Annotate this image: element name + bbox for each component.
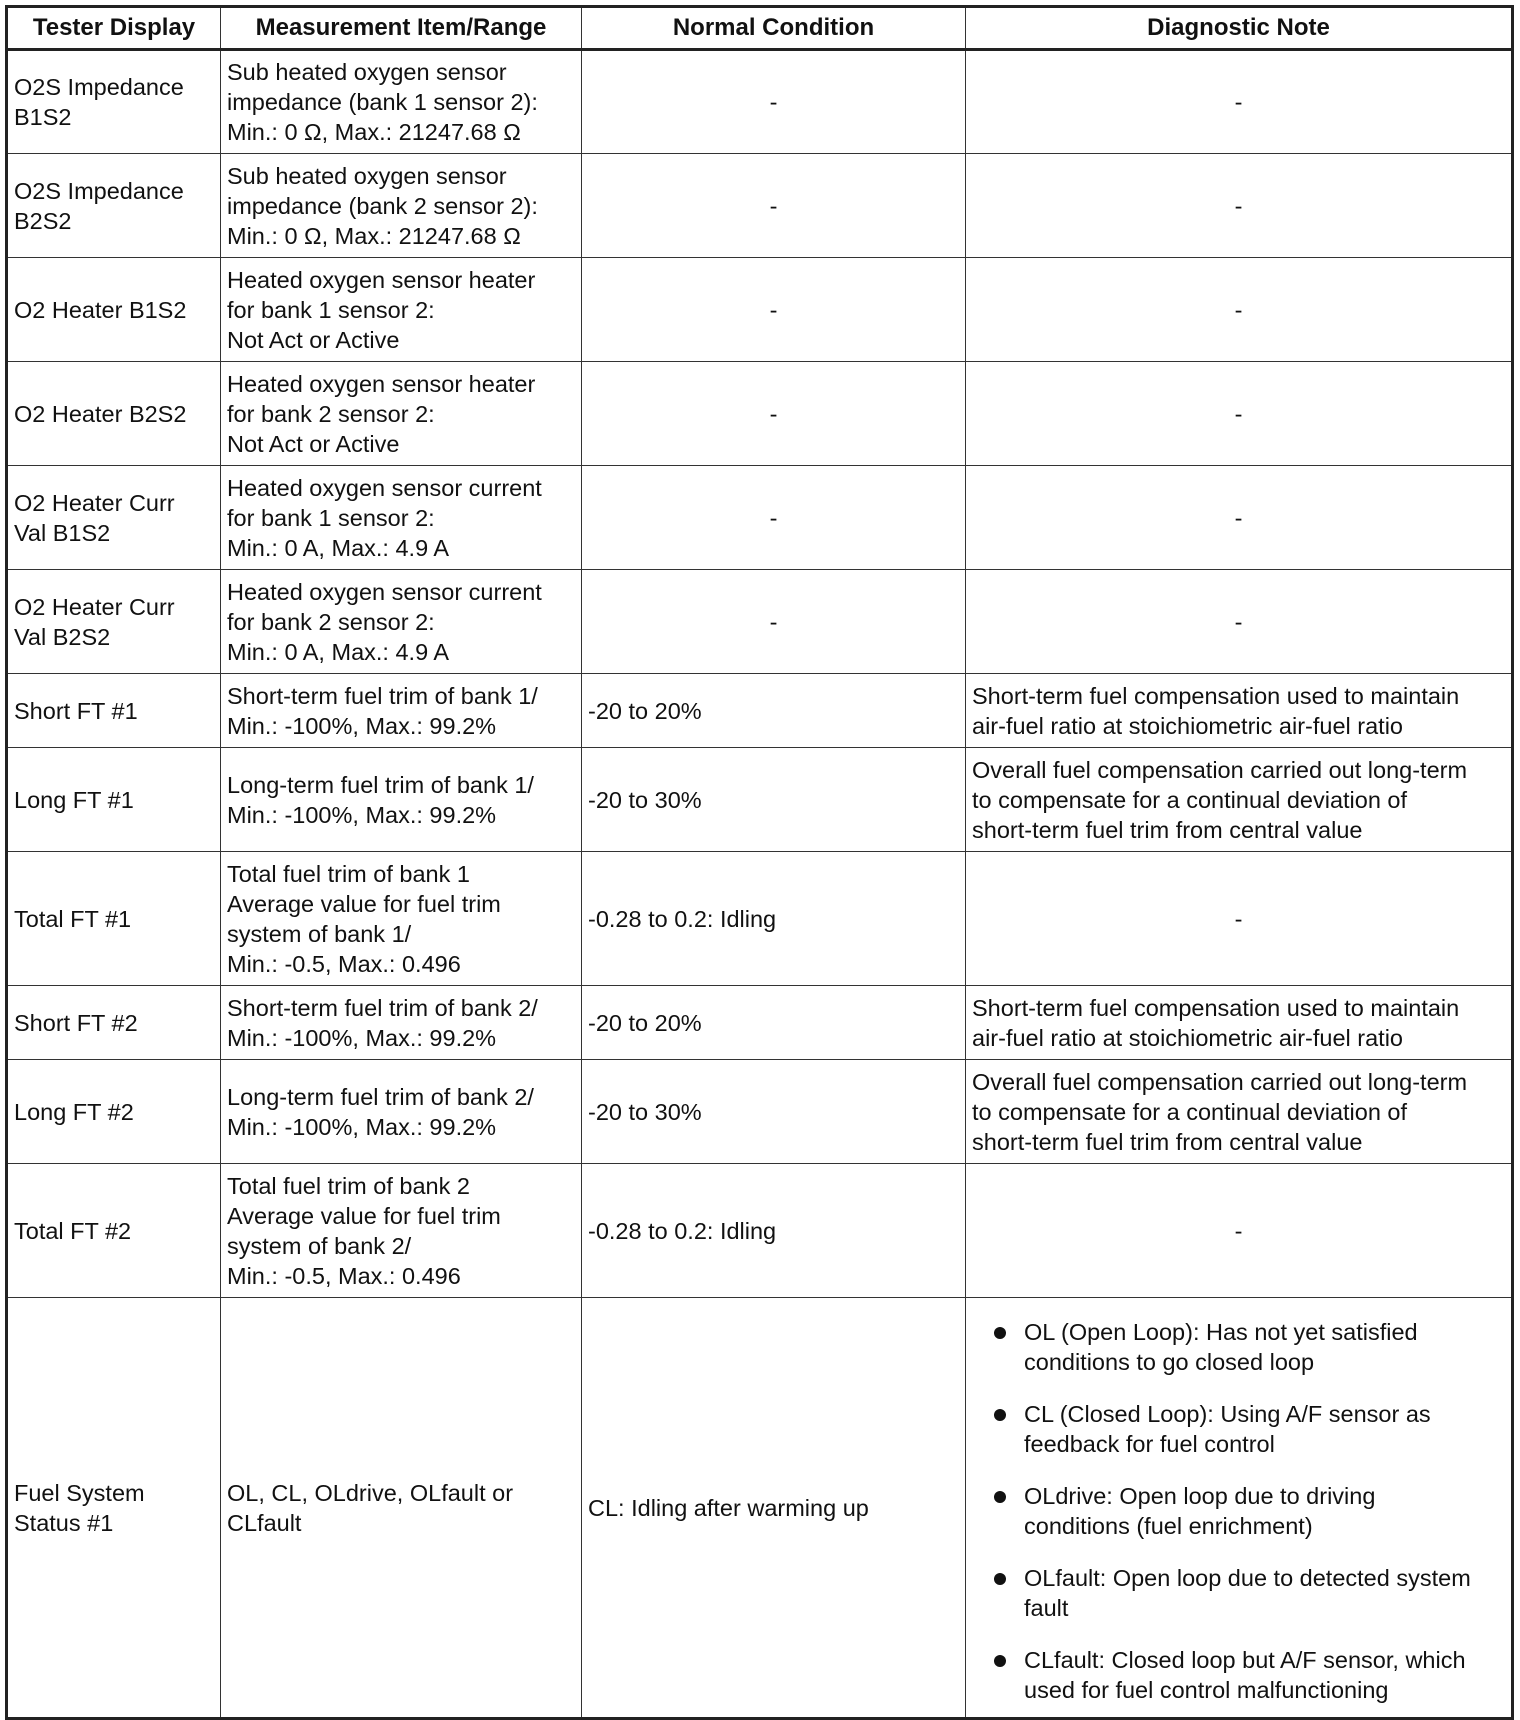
bullet-line: conditions (fuel enrichment) <box>1024 1512 1313 1539</box>
cell-measurement-item <box>221 154 582 258</box>
cell-normal-condition: -20 to 30% <box>582 1060 966 1164</box>
table-row <box>7 1298 1513 1719</box>
table-row <box>7 674 1513 748</box>
table-row <box>7 852 1513 986</box>
cell-line: - <box>1234 1217 1243 1244</box>
table-row <box>7 570 1513 674</box>
cell-normal-condition: -0.28 to 0.2: Idling <box>582 1164 966 1298</box>
cell-line: - <box>1234 504 1243 531</box>
cell-line: Min.: 0 Ω, Max.: 21247.68 Ω <box>227 119 521 145</box>
cell-line: Val B2S2 <box>14 623 111 650</box>
cell-line: Short FT #1 <box>14 697 138 724</box>
cell-line: Short-term fuel compensation used to maintain <box>972 994 1460 1021</box>
cell-measurement-item <box>221 852 582 986</box>
cell-line: Val B1S2 <box>14 519 111 546</box>
table-row <box>7 362 1513 466</box>
cell-line: impedance (bank 2 sensor 2): <box>227 192 538 219</box>
bullet-item <box>978 1317 1505 1377</box>
cell-tester-display <box>7 362 221 466</box>
cell-line: O2S Impedance <box>14 74 184 100</box>
cell-tester-display <box>7 1164 221 1298</box>
cell-line: Heated oxygen sensor current <box>227 578 542 605</box>
bullet-item <box>978 1481 1505 1541</box>
cell-diagnostic-note <box>966 258 1513 362</box>
cell-line: Short FT #2 <box>14 1009 138 1036</box>
bullet-line: CLfault: Closed loop but A/F sensor, which <box>1024 1646 1466 1673</box>
cell-line: system of bank 1/ <box>227 920 412 947</box>
bullet-line: conditions to go closed loop <box>1024 1348 1315 1375</box>
cell-tester-display <box>7 258 221 362</box>
bullet-line: OL (Open Loop): Has not yet satisfied <box>1024 1318 1418 1345</box>
cell-measurement-item <box>221 1298 582 1719</box>
header-row <box>7 7 1513 50</box>
cell-line: for bank 1 sensor 2: <box>227 504 435 531</box>
cell-line: - <box>1234 296 1243 323</box>
table-row <box>7 258 1513 362</box>
cell-line: air-fuel ratio at stoichiometric air-fuel ratio <box>972 712 1403 739</box>
cell-diagnostic-note <box>966 466 1513 570</box>
cell-line: Min.: -100%, Max.: 99.2% <box>227 1024 497 1051</box>
table-row <box>7 748 1513 852</box>
cell-line: Not Act or Active <box>227 430 400 457</box>
cell-line: for bank 2 sensor 2: <box>227 400 435 427</box>
cell-normal-condition: - <box>582 570 966 674</box>
cell-line: Heated oxygen sensor current <box>227 474 542 501</box>
cell-measurement-item <box>221 570 582 674</box>
cell-diagnostic-note <box>966 852 1513 986</box>
cell-line: short-term fuel trim from central value <box>972 1128 1363 1155</box>
cell-line: O2 Heater B2S2 <box>14 400 187 427</box>
cell-line: Min.: -100%, Max.: 99.2% <box>227 801 497 828</box>
cell-measurement-item <box>221 1060 582 1164</box>
cell-line: short-term fuel trim from central value <box>972 816 1363 843</box>
cell-line: O2 Heater Curr <box>14 593 175 620</box>
bullet-line: CL (Closed Loop): Using A/F sensor as <box>1024 1400 1431 1427</box>
cell-line: Average value for fuel trim <box>227 890 501 917</box>
header-measurement-item: Measurement Item/Range <box>221 7 582 50</box>
cell-line: Min.: -0.5, Max.: 0.496 <box>227 1262 461 1289</box>
cell-line: - <box>1234 192 1243 219</box>
cell-line: Total FT #1 <box>14 905 132 932</box>
cell-measurement-item <box>221 986 582 1060</box>
cell-line: Min.: 0 A, Max.: 4.9 A <box>227 534 450 561</box>
cell-line: - <box>1234 608 1243 635</box>
cell-diagnostic-note <box>966 748 1513 852</box>
bullet-item <box>978 1563 1505 1623</box>
cell-line: Short-term fuel trim of bank 1/ <box>227 682 538 709</box>
cell-normal-condition: - <box>582 466 966 570</box>
bullet-line: fault <box>1024 1594 1069 1621</box>
cell-measurement-item <box>221 50 582 154</box>
cell-line: Min.: -0.5, Max.: 0.496 <box>227 950 461 977</box>
cell-line: Long FT #1 <box>14 786 134 813</box>
cell-line: OL, CL, OLdrive, OLfault or <box>227 1479 514 1506</box>
cell-line: - <box>1234 89 1243 115</box>
cell-normal-condition: -20 to 30% <box>582 748 966 852</box>
cell-line: impedance (bank 1 sensor 2): <box>227 89 538 115</box>
cell-line: system of bank 2/ <box>227 1232 412 1259</box>
cell-line: B1S2 <box>14 104 72 130</box>
cell-diagnostic-note <box>966 362 1513 466</box>
table-row <box>7 1060 1513 1164</box>
cell-line: Min.: 0 A, Max.: 4.9 A <box>227 638 450 665</box>
cell-line: O2S Impedance <box>14 177 184 204</box>
cell-diagnostic-note <box>966 154 1513 258</box>
bullet-line: OLdrive: Open loop due to driving <box>1024 1482 1376 1509</box>
cell-line: Min.: -100%, Max.: 99.2% <box>227 712 497 739</box>
cell-line: - <box>1234 400 1243 427</box>
cell-measurement-item <box>221 1164 582 1298</box>
cell-normal-condition: - <box>582 154 966 258</box>
cell-line: Fuel System <box>14 1479 145 1506</box>
table-row <box>7 466 1513 570</box>
cell-tester-display <box>7 466 221 570</box>
cell-line: Min.: 0 Ω, Max.: 21247.68 Ω <box>227 222 521 249</box>
cell-line: Not Act or Active <box>227 326 400 353</box>
cell-line: Heated oxygen sensor heater <box>227 370 536 397</box>
cell-line: CLfault <box>227 1509 302 1536</box>
table-header <box>7 7 1513 50</box>
cell-normal-condition: -0.28 to 0.2: Idling <box>582 852 966 986</box>
header-tester-display: Tester Display <box>7 7 221 50</box>
cell-line: Total fuel trim of bank 2 <box>227 1172 470 1199</box>
cell-line: Heated oxygen sensor heater <box>227 266 536 293</box>
table-body <box>7 50 1513 1719</box>
cell-normal-condition: - <box>582 362 966 466</box>
cell-tester-display <box>7 570 221 674</box>
cell-measurement-item <box>221 674 582 748</box>
cell-tester-display <box>7 748 221 852</box>
cell-normal-condition: - <box>582 50 966 154</box>
cell-normal-condition: - <box>582 258 966 362</box>
cell-line: Short-term fuel compensation used to maintain <box>972 682 1460 709</box>
cell-tester-display <box>7 674 221 748</box>
bullet-line: used for fuel control malfunctioning <box>1024 1676 1389 1703</box>
table-row <box>7 1164 1513 1298</box>
bullet-line: OLfault: Open loop due to detected system <box>1024 1564 1471 1591</box>
cell-line: - <box>1234 905 1243 932</box>
cell-line: Long-term fuel trim of bank 1/ <box>227 771 534 798</box>
cell-diagnostic-note <box>966 1298 1513 1719</box>
cell-diagnostic-note <box>966 1060 1513 1164</box>
cell-line: Overall fuel compensation carried out long-term <box>972 1068 1468 1095</box>
cell-tester-display <box>7 154 221 258</box>
cell-diagnostic-note <box>966 570 1513 674</box>
cell-line: air-fuel ratio at stoichiometric air-fuel ratio <box>972 1024 1403 1051</box>
cell-line: Total fuel trim of bank 1 <box>227 860 470 887</box>
cell-line: Long-term fuel trim of bank 2/ <box>227 1083 534 1110</box>
cell-line: O2 Heater B1S2 <box>14 296 187 323</box>
header-normal-condition: Normal Condition <box>582 7 966 50</box>
cell-diagnostic-note <box>966 674 1513 748</box>
cell-measurement-item <box>221 362 582 466</box>
cell-line: Long FT #2 <box>14 1098 134 1125</box>
cell-line: to compensate for a continual deviation of <box>972 786 1408 813</box>
data-list-table <box>5 5 1514 1720</box>
cell-line: to compensate for a continual deviation of <box>972 1098 1408 1125</box>
cell-diagnostic-note <box>966 1164 1513 1298</box>
table-row <box>7 986 1513 1060</box>
cell-line: Status #1 <box>14 1509 114 1536</box>
cell-normal-condition: -20 to 20% <box>582 674 966 748</box>
cell-tester-display <box>7 50 221 154</box>
cell-tester-display <box>7 1298 221 1719</box>
cell-normal-condition: -20 to 20% <box>582 986 966 1060</box>
cell-tester-display <box>7 986 221 1060</box>
cell-line: B2S2 <box>14 207 72 234</box>
cell-line: Overall fuel compensation carried out long-term <box>972 756 1468 783</box>
header-diagnostic-note: Diagnostic Note <box>966 7 1513 50</box>
cell-line: Short-term fuel trim of bank 2/ <box>227 994 538 1021</box>
cell-line: Total FT #2 <box>14 1217 132 1244</box>
bullet-item <box>978 1399 1505 1459</box>
cell-tester-display <box>7 1060 221 1164</box>
cell-measurement-item <box>221 748 582 852</box>
cell-diagnostic-note <box>966 986 1513 1060</box>
cell-line: Min.: -100%, Max.: 99.2% <box>227 1113 497 1140</box>
table-row <box>7 154 1513 258</box>
cell-line: O2 Heater Curr <box>14 489 175 516</box>
cell-line: for bank 1 sensor 2: <box>227 296 435 323</box>
fuel-status-bullet-list <box>972 1317 1505 1705</box>
cell-diagnostic-note <box>966 50 1513 154</box>
table-row <box>7 50 1513 154</box>
cell-measurement-item <box>221 466 582 570</box>
cell-line: Sub heated oxygen sensor <box>227 162 507 189</box>
document-page <box>5 5 1511 1720</box>
bullet-line: feedback for fuel control <box>1024 1430 1275 1457</box>
cell-measurement-item <box>221 258 582 362</box>
cell-line: Sub heated oxygen sensor <box>227 59 507 85</box>
cell-line: Average value for fuel trim <box>227 1202 501 1229</box>
cell-line: for bank 2 sensor 2: <box>227 608 435 635</box>
cell-normal-condition: CL: Idling after warming up <box>582 1298 966 1719</box>
cell-tester-display <box>7 852 221 986</box>
